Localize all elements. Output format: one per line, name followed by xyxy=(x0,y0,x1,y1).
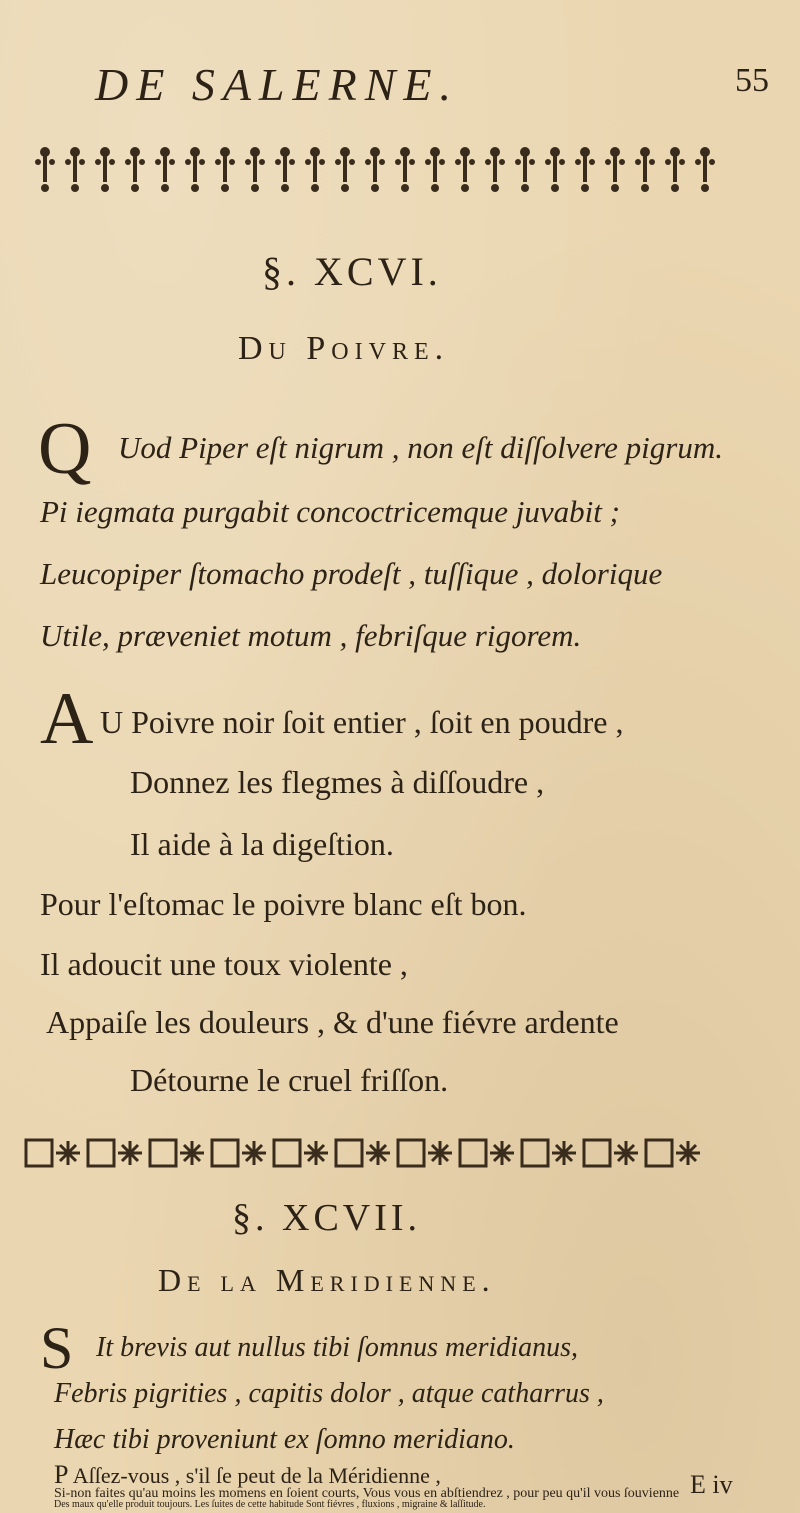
section-number-xcvii: §. XCVII. xyxy=(232,1197,422,1239)
fleuron-divider-graphic xyxy=(20,1124,740,1182)
signature-mark: E iv xyxy=(690,1470,733,1499)
latin-verse-1: Uod Piper eſt nigrum , non eſt diſſolvere pigrum. xyxy=(118,430,723,465)
french-block-2-end xyxy=(54,1499,485,1510)
ornament-band xyxy=(30,138,720,198)
latin-verse-6: Febris pigrities , capitis dolor , atque catharrus , xyxy=(54,1378,604,1409)
french-verse-12: Les ſuites de cette habitude xyxy=(194,1499,304,1510)
french-verse-3: Il aide à la digeſtion. xyxy=(130,826,394,862)
french-verse-7: Détourne le cruel friſſon. xyxy=(130,1062,449,1098)
french-verse-9: Si-non faites qu'au moins les momens en ſoient courts, xyxy=(54,1486,360,1501)
fleuron-divider xyxy=(20,1124,740,1182)
french-verse-2: Donnez les flegmes à diſſoudre , xyxy=(130,764,545,800)
running-title: DE SALERNE. xyxy=(95,59,459,110)
dropcap-a: A xyxy=(40,678,94,760)
french-verse-11: Des maux qu'elle produit toujours. xyxy=(54,1499,193,1510)
page-number: 55 xyxy=(735,62,769,99)
latin-verse-4: Utile, præveniet motum , febriſque rigorem. xyxy=(40,618,582,653)
french-verse-10: Vous vous en abſtiendrez , pour peu qu'il vous ſouvienne xyxy=(362,1486,680,1501)
chapter-title-meridienne: De la Meridienne. xyxy=(158,1262,496,1298)
french-verse-13: Sont fiévres , fluxions , migraine & laſſitude. xyxy=(306,1499,486,1510)
latin-verse-3: Leucopiper ſtomacho prodeſt , tuſſique , dolorique xyxy=(40,556,663,591)
ornament-band-graphic xyxy=(30,138,720,198)
french-verse-5: Il adoucit une toux violente , xyxy=(40,946,408,982)
dropcap-p: P xyxy=(54,1460,69,1489)
french-verse-6: Appaiſe les douleurs , & d'une fiévre ardente xyxy=(46,1004,619,1040)
chapter-title-poivre: Du Poivre. xyxy=(238,330,450,367)
french-verse-1: U Poivre noir ſoit entier , ſoit en poudre , xyxy=(100,704,624,740)
french-verse-8: Aſſez-vous , s'il ſe peut de la Méridienne , xyxy=(72,1463,441,1488)
dropcap-q: Q xyxy=(38,408,92,490)
ornament-motif xyxy=(35,147,55,192)
latin-verse-5: It brevis aut nullus tibi ſomnus meridianus, xyxy=(96,1332,578,1363)
latin-verse-2: Pi iegmata purgabit concoctricemque juvabit ; xyxy=(40,494,620,529)
french-verse-4: Pour l'eſtomac le poivre blanc eſt bon. xyxy=(40,886,527,922)
section-number-xcvi: §. XCVI. xyxy=(262,249,442,294)
latin-verse-7: Hæc tibi proveniunt ex ſomno meridiano. xyxy=(54,1424,515,1455)
fleuron-motif xyxy=(26,1140,80,1166)
dropcap-s: S xyxy=(40,1315,74,1381)
